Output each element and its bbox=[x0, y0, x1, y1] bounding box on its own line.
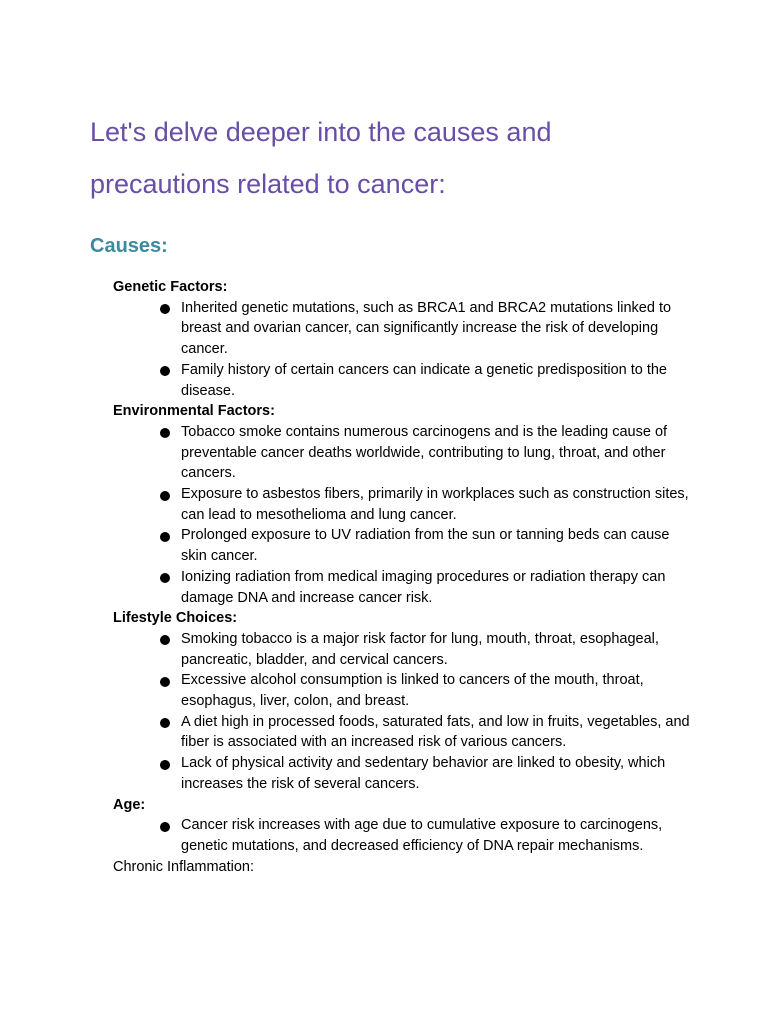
list-item-text: Smoking tobacco is a major risk factor for lung, mouth, throat, esophageal, pancreatic, bladder, and cervical cancers. bbox=[181, 630, 659, 668]
causes-heading: Causes: bbox=[90, 235, 168, 257]
section-title: Lifestyle Choices: bbox=[113, 610, 238, 627]
section-age bbox=[113, 795, 693, 857]
section-title: Chronic Inflammation: bbox=[113, 858, 255, 875]
bullet-icon bbox=[160, 366, 170, 376]
list-item bbox=[113, 712, 693, 753]
list-item bbox=[113, 525, 693, 566]
list-item-text: Excessive alcohol consumption is linked to cancers of the mouth, throat, esophagus, liver, colon, and breast. bbox=[181, 672, 644, 710]
bullet-list bbox=[113, 422, 693, 608]
list-item bbox=[113, 670, 693, 711]
bullet-list bbox=[113, 298, 693, 402]
list-item-text: Cancer risk increases with age due to cumulative exposure to carcinogens, genetic mutations, and decreased efficiency of DNA repair mechanisms. bbox=[181, 817, 663, 854]
list-item-text: Family history of certain cancers can indicate a genetic predisposition to the disease. bbox=[181, 361, 667, 399]
page-title: Let's delve deeper into the causes and precautions related to cancer: bbox=[90, 117, 552, 199]
list-item bbox=[113, 629, 693, 670]
section-title: Age: bbox=[113, 796, 146, 813]
bullet-icon bbox=[160, 822, 170, 832]
list-item-text: Tobacco smoke contains numerous carcinogens and is the leading cause of preventable cancer deaths worldwide, contributing to lung, throat, and other cancers. bbox=[181, 423, 668, 482]
bullet-list bbox=[113, 629, 693, 795]
list-item-text: Exposure to asbestos fibers, primarily in workplaces such as construction sites, can lead to mesothelioma and lung cancer. bbox=[181, 486, 689, 523]
section-environmental-factors bbox=[113, 401, 693, 608]
section-title: Genetic Factors: bbox=[113, 279, 228, 295]
bullet-icon bbox=[160, 677, 170, 687]
causes-sections bbox=[113, 277, 693, 877]
section-title: Environmental Factors: bbox=[113, 403, 275, 420]
list-item bbox=[113, 567, 693, 608]
bullet-icon bbox=[160, 718, 170, 728]
bullet-icon bbox=[160, 760, 170, 770]
list-item-text: Lack of physical activity and sedentary behavior are linked to obesity, which increases the risk of several cancers. bbox=[181, 755, 666, 792]
list-item-text: Ionizing radiation from medical imaging procedures or radiation therapy can damage DNA and increase cancer risk. bbox=[181, 568, 666, 606]
list-item-text: A diet high in processed foods, saturated fats, and low in fruits, vegetables, and fiber is associated with an increased risk of various cancers. bbox=[181, 713, 690, 751]
section-genetic-factors bbox=[113, 277, 693, 401]
bullet-icon bbox=[160, 304, 170, 314]
list-item bbox=[113, 298, 693, 360]
bullet-icon bbox=[160, 428, 170, 438]
list-item-text: Inherited genetic mutations, such as BRCA1 and BRCA2 mutations linked to breast and ovarian cancer, can significantly increase the risk of developing cancer. bbox=[181, 299, 672, 358]
list-item bbox=[113, 360, 693, 401]
list-item bbox=[113, 815, 693, 856]
section-lifestyle-choices bbox=[113, 608, 693, 794]
bullet-icon bbox=[160, 491, 170, 501]
list-item bbox=[113, 753, 693, 794]
list-item bbox=[113, 484, 693, 525]
section-chronic-inflammation bbox=[113, 857, 693, 878]
list-item-text: Prolonged exposure to UV radiation from the sun or tanning beds can cause skin cancer. bbox=[181, 527, 670, 565]
bullet-list bbox=[113, 815, 693, 856]
bullet-icon bbox=[160, 532, 170, 542]
bullet-icon bbox=[160, 635, 170, 645]
bullet-icon bbox=[160, 573, 170, 583]
list-item bbox=[113, 422, 693, 484]
